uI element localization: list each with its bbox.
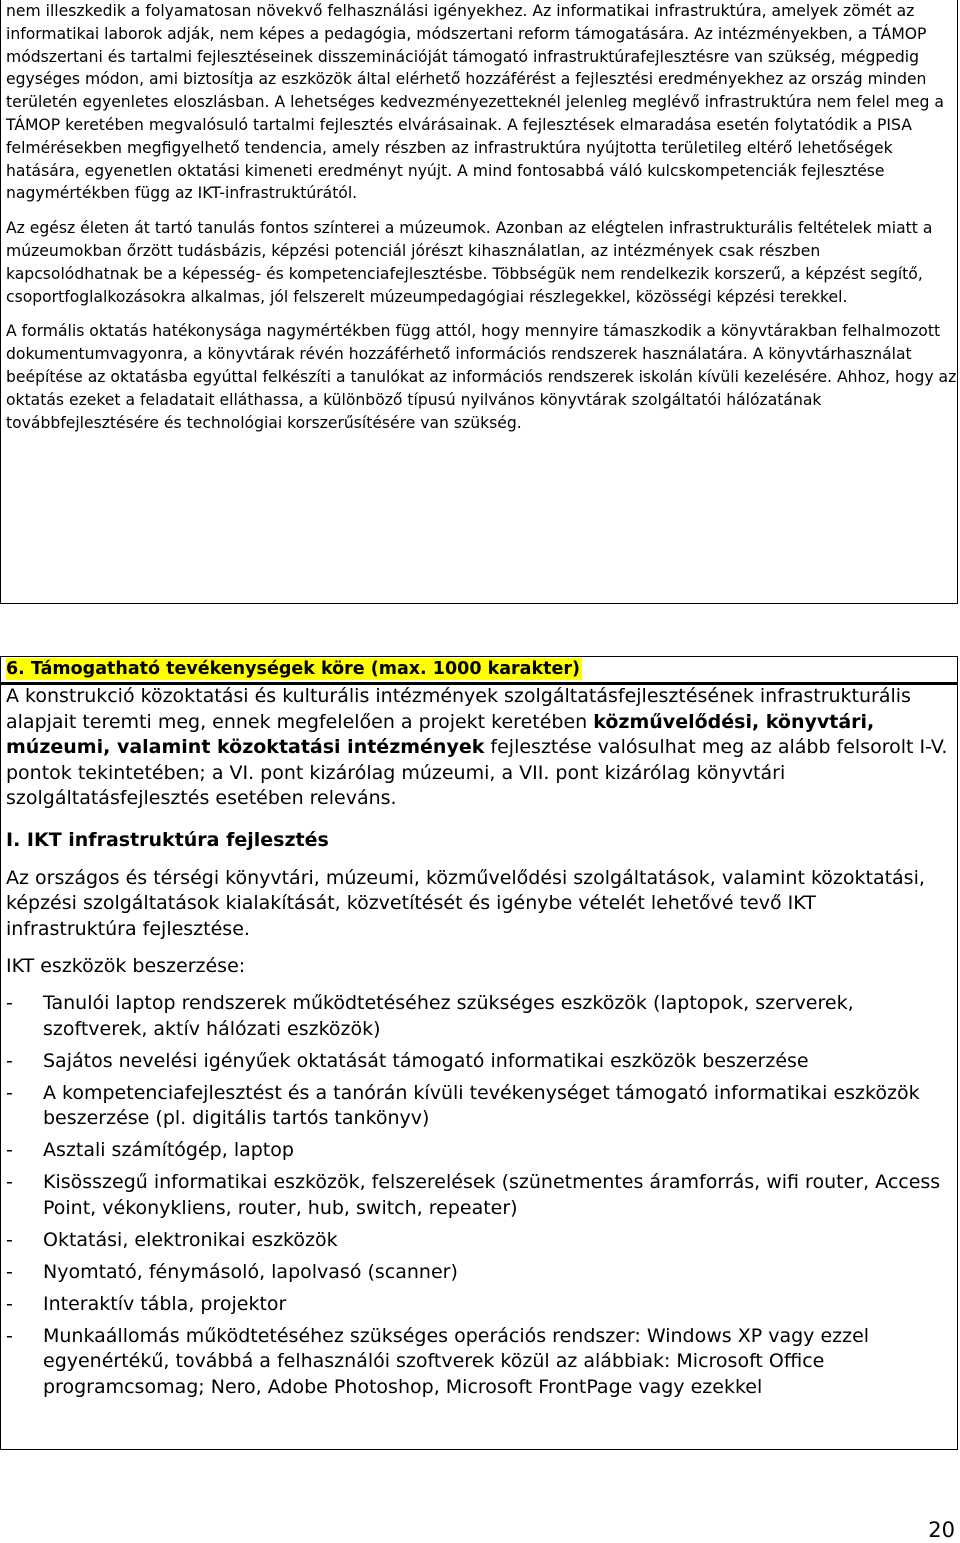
ikt-paragraph: Az országos és térségi könyvtári, múzeumi, közművelődési szolgáltatások, valamint közoktatási, képzési szolgáltatások kialakítását, közvetítését és igénybe vételét lehetővé tevő IKT infrastruktúra fejlesztése.	[6, 866, 925, 940]
list-item-text: Oktatási, elektronikai eszközök	[43, 1228, 338, 1251]
list-item	[6, 1324, 949, 1401]
list-dash: -	[6, 1049, 13, 1072]
list-item	[6, 1170, 949, 1221]
paragraph-infrastructure	[6, 0, 957, 205]
paragraph-infrastructure-part1: nem illeszkedik a folyamatosan növekvő felhasználási igényekhez. Az informatikai infrastruktúra, amelyek zömét az informatikai laborok adják, nem képes a pedagógia, módszertani reform támogatására. Az intézményekben, a TÁMOP módszertani és tartalmi fejlesztéseinek disszeminációját támogató infrastruktúrafejlesztésre van szükség, mégpedig egységes módon, ami biztosítja az eszközök által elérhető hozzáférést a fejlesztési eredményekhez az ország minden területén egyenletes eloszlásban.	[6, 2, 927, 112]
list-item-text: Tanulói laptop rendszerek működtetéséhez szükséges eszközök (laptopok, szerverek, szoftverek, aktív hálózati eszközök)	[43, 991, 854, 1040]
list-dash: -	[6, 991, 13, 1014]
list-dash: -	[6, 1292, 13, 1315]
intro-paragraph	[6, 684, 949, 812]
section-6-box	[0, 656, 958, 1450]
equipment-list	[6, 991, 949, 1400]
subheading-ikt: I. IKT infrastruktúra fejlesztés	[6, 828, 329, 851]
intro-bold-institutions: közművelődési, könyvtári, múzeumi, valamint közoktatási intézmények	[6, 710, 875, 759]
paragraph-infrastructure-part2: A lehetséges kedvezményezetteknél jelenleg meglévő infrastruktúra nem felel meg a TÁMOP keretében megvalósuló tartalmi fejlesztés elvárásainak. A fejlesztések elmaradása esetén folytatódik a PISA felmérésekben megfigyelhető tendencia, amely részben az infrastruktúra nyújtotta területileg eltérő lehetőségek hatására, egyenetlen oktatási kimeneti eredményt nyújt. A mind fontosabbá váló kulcskompetenciák fejlesztése nagymértékben függ az IKT-infrastruktúrától.	[6, 93, 944, 203]
intro-text-1: A konstrukció közoktatási és kulturális intézmények szolgáltatásfejlesztésének infrastrukturális alapjait teremti meg, ennek megfelelően a projekt keretében	[6, 685, 911, 733]
list-item	[6, 1138, 949, 1164]
section-6-content	[6, 684, 949, 1407]
paragraph-museums: Az egész életen át tartó tanulás fontos színterei a múzeumok. Azonban az elégtelen infrastrukturális feltételek miatt a múzeumokban őrzött tudásbázis, képzési potenciál jórészt kihasználatlan, az intézmények csak részben kapcsolódhatnak be a képesség- és kompetenciafejlesztésbe. Többségük nem rendelkezik korszerű, a képzést segítő, csoportfoglalkozásokra alkalmas, jól felszerelt múzeumpedagógiai részlegekkel, közösségi képzési terekkel.	[6, 219, 933, 306]
list-item	[6, 1081, 949, 1132]
list-dash: -	[6, 1139, 13, 1162]
list-dash: -	[6, 1324, 13, 1347]
list-dash: -	[6, 1228, 13, 1251]
list-item	[6, 1260, 949, 1286]
list-item-text: Munkaállomás működtetéséhez szükséges operációs rendszer: Windows XP vagy ezzel egyenértékű, továbbá a felhasználói szoftverek közül az alábbiak: Microsoft Office programcsomag; Nero, Adobe Photoshop, Microsoft FrontPage vagy ezekkel	[43, 1324, 870, 1398]
list-item-text: Sajátos nevelési igényűek oktatását támogató informatikai eszközök beszerzése	[43, 1049, 809, 1072]
list-item	[6, 1228, 949, 1254]
list-dash: -	[6, 1081, 13, 1104]
list-item-text: Kisösszegű informatikai eszközök, felszerelések (szünetmentes áramforrás, wifi router, Access Point, vékonykliens, router, hub, switch, repeater)	[43, 1171, 941, 1219]
list-item	[6, 991, 949, 1042]
section-header	[1, 656, 957, 682]
list-item-text: A kompetenciafejlesztést és a tanórán kívüli tevékenységet támogató informatikai eszközök beszerzése (pl. digitális tartós tankönyv)	[43, 1081, 920, 1130]
list-item-text: Asztali számítógép, laptop	[43, 1139, 294, 1162]
list-item	[6, 1049, 949, 1075]
list-item	[6, 1292, 949, 1318]
list-item-text: Nyomtató, fénymásoló, lapolvasó (scanner)	[43, 1260, 458, 1283]
continued-text-box	[0, 0, 958, 604]
continued-text	[1, 0, 957, 434]
section-title: 6. Támogatható tevékenységek köre (max. 1000 karakter)	[6, 659, 580, 679]
list-intro: IKT eszközök beszerzése:	[6, 955, 246, 978]
list-dash: -	[6, 1260, 13, 1283]
paragraph-libraries: A formális oktatás hatékonysága nagymértékben függ attól, hogy mennyire támaszkodik a könyvtárakban felhalmozott dokumentumvagyonra, a könyvtárak révén hozzáférhető információs rendszerek használatára. A könyvtárhasználat beépítése az oktatásba egyúttal felkészíti a tanulókat az információs rendszerek iskolán kívüli kezelésére. Ahhoz, hogy az oktatás ezeket a feladatait elláthassa, a különböző típusú nyilvános könyvtárak szolgáltatói hálózatának továbbfejlesztésére és technológiai korszerűsítésére van szükség.	[6, 322, 957, 432]
list-dash: -	[6, 1171, 13, 1194]
page-number: 20	[928, 1518, 955, 1542]
intro-text-2: fejlesztése valósulhat meg az alább felsorolt I-V. pontok tekintetében; a VI. pont kizárólag múzeumi, a VII. pont kizárólag könyvtári szolgáltatásfejlesztés esetében releváns.	[6, 736, 948, 810]
list-item-text: Interaktív tábla, projektor	[43, 1292, 287, 1315]
